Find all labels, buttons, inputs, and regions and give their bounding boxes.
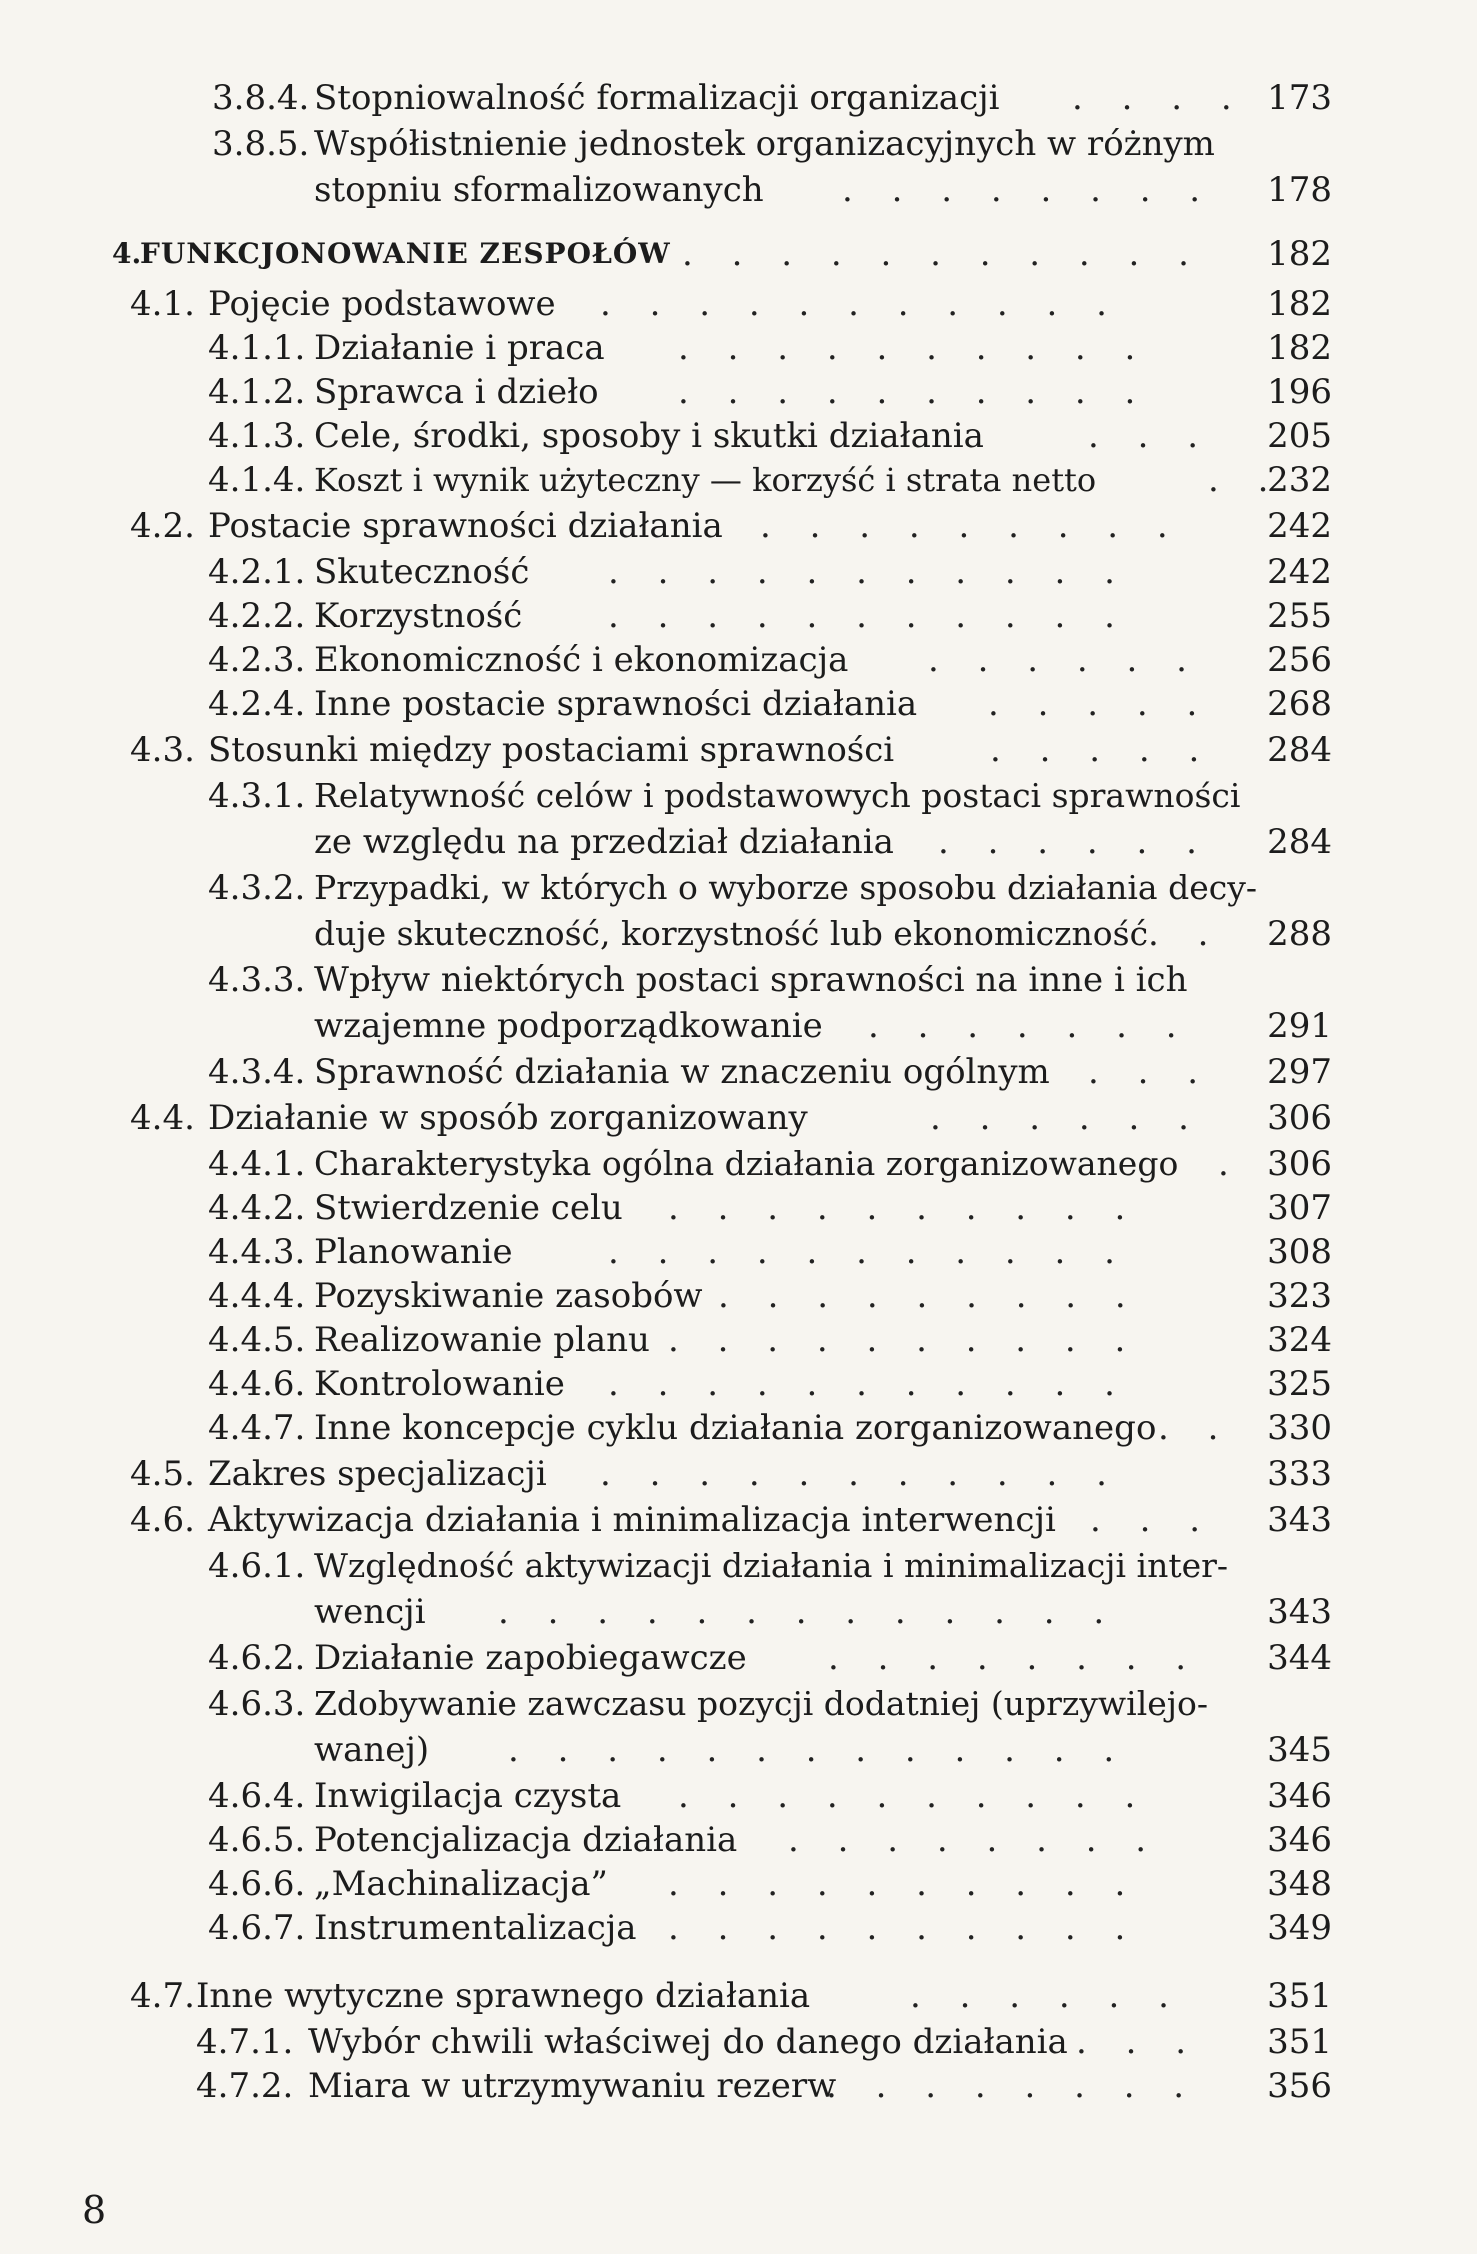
leader-dots: . . . . . . . . . <box>718 1276 1140 1316</box>
toc-entry-title: Pojęcie podstawowe <box>208 284 556 324</box>
toc-entry-title: Działanie w sposób zorganizowany <box>208 1098 808 1138</box>
leader-dots: . . . . . . <box>930 1098 1203 1138</box>
toc-entry-number: 4.4.5. <box>208 1320 306 1360</box>
toc-entry-number: 4.6.2. <box>208 1638 306 1678</box>
toc-entry-title: Pozyskiwanie zasobów <box>314 1276 703 1316</box>
toc-entry-title: Cele, środki, sposoby i skutki działania <box>314 416 984 456</box>
toc-entry <box>212 124 1332 210</box>
toc-entry-number: 4.4.1. <box>208 1144 306 1184</box>
toc-entry-page: 196 <box>1267 372 1332 412</box>
leader-dots: . . . . . . <box>938 822 1211 862</box>
leader-dots: . . . . . . . . . . . <box>608 1364 1129 1404</box>
toc-entry-page: 306 <box>1267 1098 1332 1138</box>
toc-entry-number: 4.1.1. <box>208 328 306 368</box>
toc-entry-title: Aktywizacja działania i minimalizacja interwencji <box>208 1500 1056 1540</box>
toc-entry <box>208 1684 1332 1770</box>
leader-dots: . . . . . . . . . . . <box>682 234 1203 274</box>
leader-dots: . . . . . . . . <box>842 170 1215 210</box>
toc-entry-number: 4.3. <box>130 730 195 770</box>
leader-dots: . . . . . . . . . . . . . <box>498 1592 1119 1632</box>
toc-entry-title: Realizowanie planu <box>314 1320 650 1360</box>
toc-entry-page: 324 <box>1267 1320 1332 1360</box>
toc-entry-page: 173 <box>1267 78 1332 118</box>
toc-entry-title: Relatywność celów i podstawowych postaci sprawności <box>314 776 1241 815</box>
toc-entry-title: Przypadki, w których o wyborze sposobu działania decy- <box>314 868 1257 907</box>
toc-entry-page: 351 <box>1267 1976 1332 2016</box>
toc-entry-page: 205 <box>1267 416 1332 456</box>
page-number: 8 <box>82 2188 107 2232</box>
leader-dots: . . . . . . . . . . <box>678 328 1150 368</box>
toc-entry <box>208 1320 1332 1360</box>
toc-entry-number: 4.1.2. <box>208 372 306 412</box>
toc-entry-title: Stosunki między postaciami sprawności <box>208 730 895 770</box>
toc-entry-page: 349 <box>1267 1908 1332 1948</box>
toc-entry-number: 4.5. <box>130 1454 195 1494</box>
toc-entry-page: 343 <box>1267 1592 1332 1632</box>
toc-entry <box>208 372 1332 412</box>
toc-entry-page: 330 <box>1267 1408 1332 1448</box>
leader-dots: . <box>1218 1144 1243 1184</box>
toc-entry <box>208 1276 1332 1316</box>
toc-entry-page: 182 <box>1267 328 1332 368</box>
leader-dots: . . . . . . . . . . <box>668 1320 1140 1360</box>
toc-entry <box>130 1098 1332 1138</box>
toc-entry-page: 356 <box>1267 2066 1332 2106</box>
toc-entry-page: 288 <box>1267 914 1332 954</box>
toc-entry <box>208 960 1332 1046</box>
toc-entry-number: 4.7.2. <box>196 2066 294 2106</box>
toc-entry-title: Planowanie <box>314 1232 513 1272</box>
toc-entry-title: Zdobywanie zawczasu pozycji dodatniej (uprzywilejo- <box>314 1684 1209 1723</box>
toc-entry-title: Kontrolowanie <box>314 1364 565 1404</box>
leader-dots: . . . . . . . . . . <box>668 1188 1140 1228</box>
toc-entry <box>208 552 1332 592</box>
toc-entry <box>208 1638 1332 1678</box>
toc-entry <box>130 730 1332 770</box>
toc-entry-page: 284 <box>1267 730 1332 770</box>
toc-entry-title: Sprawca i dzieło <box>314 372 599 412</box>
toc-entry-number: 4.6.6. <box>208 1864 306 1904</box>
toc-entry-number: 4.3.4. <box>208 1052 306 1092</box>
toc-entry <box>208 416 1332 456</box>
toc-entry <box>130 1976 1332 2016</box>
toc-entry-number: 4.2. <box>130 506 195 546</box>
toc-entry-title: Stwierdzenie celu <box>314 1188 623 1228</box>
toc-entry-number: 4.2.3. <box>208 640 306 680</box>
toc-entry-number: 4.6.3. <box>208 1684 306 1724</box>
leader-dots: . . . <box>1088 416 1213 456</box>
toc-entry-number: 4.4. <box>130 1098 195 1138</box>
toc-entry-number: 3.8.4. <box>212 78 310 118</box>
toc-entry <box>130 1454 1332 1494</box>
toc-entry-number: 4.3.3. <box>208 960 306 1000</box>
leader-dots: . . . . . . . . <box>826 2066 1199 2106</box>
leader-dots: . . . . . . . . <box>788 1820 1161 1860</box>
leader-dots: . . . . . . . . . . . <box>600 284 1121 324</box>
toc-entry-page: 242 <box>1267 552 1332 592</box>
toc-entry-page: 333 <box>1267 1454 1332 1494</box>
toc-chapter <box>112 234 1332 274</box>
leader-dots: . . . . . . . . . . <box>678 1776 1150 1816</box>
toc-entry-number: 4.4.4. <box>208 1276 306 1316</box>
toc-entry-number: 4.3.2. <box>208 868 306 908</box>
toc-entry-number: 3.8.5. <box>212 124 310 164</box>
toc-entry-page: 232 <box>1267 460 1332 500</box>
toc-entry <box>208 1364 1332 1404</box>
toc-entry-title: Koszt i wynik użyteczny — korzyść i strata netto <box>314 461 1097 499</box>
leader-dots: . . . . . . . . . . <box>668 1864 1140 1904</box>
toc-entry <box>208 1546 1332 1632</box>
toc-entry-page: 344 <box>1267 1638 1332 1678</box>
toc-entry-title-continued: stopniu sformalizowanych <box>314 170 764 210</box>
toc-entry-title-continued: ze względu na przedział działania <box>314 822 894 862</box>
toc-entry-title-continued: wencji <box>314 1592 426 1632</box>
toc-entry-title: „Machinalizacja” <box>314 1864 608 1904</box>
toc-entry <box>208 684 1332 724</box>
toc-entry-page: 323 <box>1267 1276 1332 1316</box>
leader-dots: . . . . . . <box>910 1976 1183 2016</box>
toc-entry-number: 4.3.1. <box>208 776 306 816</box>
toc-entry <box>208 1820 1332 1860</box>
toc-entry-title: Potencjalizacja działania <box>314 1820 738 1860</box>
toc-entry-number: 4.4.3. <box>208 1232 306 1272</box>
toc-entry-page: 308 <box>1267 1232 1332 1272</box>
toc-entry <box>208 460 1332 500</box>
toc-entry-number: 4.7.1. <box>196 2022 294 2062</box>
toc-entry <box>130 506 1332 546</box>
toc-entry-number: 4.2.4. <box>208 684 306 724</box>
leader-dots: . . . <box>1090 1500 1215 1540</box>
toc-entry <box>208 640 1332 680</box>
toc-entry-page: 182 <box>1267 234 1332 274</box>
leader-dots: . . . . . . . . . . . <box>600 1454 1121 1494</box>
leader-dots: . . . . . . . . . <box>760 506 1182 546</box>
toc-entry-page: 178 <box>1267 170 1332 210</box>
toc-entry-page: 348 <box>1267 1864 1332 1904</box>
toc-entry-number: 4.4.6. <box>208 1364 306 1404</box>
toc-entry-number: 4.4.7. <box>208 1408 306 1448</box>
toc-entry <box>208 1188 1332 1228</box>
toc-entry-title: Działanie i praca <box>314 328 605 368</box>
toc-entry-number: 4.1.3. <box>208 416 306 456</box>
leader-dots: . . . . . <box>988 684 1212 724</box>
toc-entry-page: 182 <box>1267 284 1332 324</box>
toc-entry-number: 4.7. <box>130 1976 195 2016</box>
toc-entry-page: 242 <box>1267 506 1332 546</box>
toc-entry-page: 306 <box>1267 1144 1332 1184</box>
toc-entry-number: 4.2.2. <box>208 596 306 636</box>
toc-entry-page: 255 <box>1267 596 1332 636</box>
leader-dots: . . . <box>1088 1052 1213 1092</box>
toc-entry-title: Względność aktywizacji działania i minimalizacji inter- <box>314 1546 1229 1585</box>
toc-entry-title: Wybór chwili właściwej do danego działania <box>308 2022 1068 2062</box>
toc-entry-number: 4.6. <box>130 1500 195 1540</box>
toc-entry <box>196 2022 1332 2062</box>
leader-dots: . . . . . . . . . . . <box>608 552 1129 592</box>
leader-dots: . . . . . . . . . . . <box>608 1232 1129 1272</box>
toc-entry-number: 4.6.4. <box>208 1776 306 1816</box>
toc-entry <box>208 776 1332 862</box>
toc-entry-title-continued: wanej) <box>314 1730 430 1770</box>
toc-entry <box>208 1144 1332 1184</box>
toc-entry-title: Inwigilacja czysta <box>314 1776 622 1816</box>
toc-entry <box>208 1776 1332 1816</box>
toc-entry-title: Zakres specjalizacji <box>208 1454 547 1494</box>
toc-entry <box>208 1864 1332 1904</box>
toc-entry-number: 4.6.7. <box>208 1908 306 1948</box>
toc-entry-title: Wpływ niektórych postaci sprawności na inne i ich <box>314 960 1188 1000</box>
toc-entry-title-continued: wzajemne podporządkowanie <box>314 1006 823 1046</box>
toc-entry-page: 284 <box>1267 822 1332 862</box>
toc-entry-number: 4.6.5. <box>208 1820 306 1860</box>
toc-entry-title: Skuteczność <box>314 552 530 592</box>
leader-dots: . . . . . . . . . . . . . <box>508 1730 1129 1770</box>
toc-entry-number: 4.1.4. <box>208 460 306 500</box>
toc-entry-title: Sprawność działania w znaczeniu ogólnym <box>314 1052 1050 1092</box>
toc-entry-page: 351 <box>1267 2022 1332 2062</box>
toc-entry-title: Ekonomiczność i ekonomizacja <box>314 640 849 680</box>
toc-entry-page: 345 <box>1267 1730 1332 1770</box>
toc-entry-page: 297 <box>1267 1052 1332 1092</box>
toc-entry <box>208 1052 1332 1092</box>
leader-dots: . . . . . . . <box>868 1006 1191 1046</box>
toc-entry-title: Inne koncepcje cyklu działania zorganizowanego <box>314 1408 1157 1448</box>
toc-entry-number: 4.6.1. <box>208 1546 306 1586</box>
toc-entry-page: 346 <box>1267 1820 1332 1860</box>
leader-dots: . . . . . . . . . . <box>678 372 1150 412</box>
leader-dots: . . <box>1208 460 1283 500</box>
leader-dots: . . . . . . <box>928 640 1201 680</box>
toc-entry-title: Instrumentalizacja <box>314 1908 637 1948</box>
toc-entry <box>212 78 1332 118</box>
toc-entry-number: 4.2.1. <box>208 552 306 592</box>
toc-entry-title: Inne wytyczne sprawnego działania <box>196 1976 811 2016</box>
toc-entry-title: Stopniowalność formalizacji organizacji <box>314 78 1000 118</box>
leader-dots: . . . . . . . . . . . <box>608 596 1129 636</box>
toc-entry-page: 346 <box>1267 1776 1332 1816</box>
toc-entry-title: Inne postacie sprawności działania <box>314 684 918 724</box>
leader-dots: . . . . <box>1072 78 1246 118</box>
toc-entry-page: 291 <box>1267 1006 1332 1046</box>
toc-entry <box>196 2066 1332 2106</box>
toc-entry <box>130 284 1332 324</box>
toc-entry-page: 343 <box>1267 1500 1332 1540</box>
toc-entry-number: 4.4.2. <box>208 1188 306 1228</box>
toc-entry-page: 256 <box>1267 640 1332 680</box>
toc-entry <box>208 328 1332 368</box>
leader-dots: . . . . . <box>990 730 1214 770</box>
toc-entry-number: 4.1. <box>130 284 195 324</box>
toc-entry <box>208 1232 1332 1272</box>
toc-entry-title: Działanie zapobiegawcze <box>314 1638 747 1678</box>
toc-entry <box>208 1908 1332 1948</box>
toc-entry-title: Postacie sprawności działania <box>208 506 723 546</box>
toc-entry-title: Korzystność <box>314 596 523 636</box>
toc-entry-title-continued: duje skuteczność, korzystność lub ekonomiczność <box>314 914 1149 953</box>
toc-entry-page: 268 <box>1267 684 1332 724</box>
toc-entry-title: Miara w utrzymywaniu rezerw <box>308 2066 837 2106</box>
leader-dots: . . . . . . . . . . <box>668 1908 1140 1948</box>
toc-entry-number: 4. <box>112 237 142 270</box>
toc-entry <box>208 1408 1332 1448</box>
leader-dots: . . <box>1158 1408 1233 1448</box>
leader-dots: . . . <box>1076 2022 1201 2062</box>
toc-entry <box>208 868 1332 954</box>
toc-entry-title: FUNKCJONOWANIE ZESPOŁÓW <box>140 237 671 270</box>
leader-dots: . . . . . . . . <box>828 1638 1201 1678</box>
toc-entry <box>130 1500 1332 1540</box>
leader-dots: . . <box>1148 914 1223 954</box>
toc-entry-page: 307 <box>1267 1188 1332 1228</box>
toc-entry-title: Współistnienie jednostek organizacyjnych w różnym <box>314 124 1215 164</box>
toc-entry-page: 325 <box>1267 1364 1332 1404</box>
toc-entry-title: Charakterystyka ogólna działania zorganizowanego <box>314 1144 1179 1183</box>
toc-entry <box>208 596 1332 636</box>
